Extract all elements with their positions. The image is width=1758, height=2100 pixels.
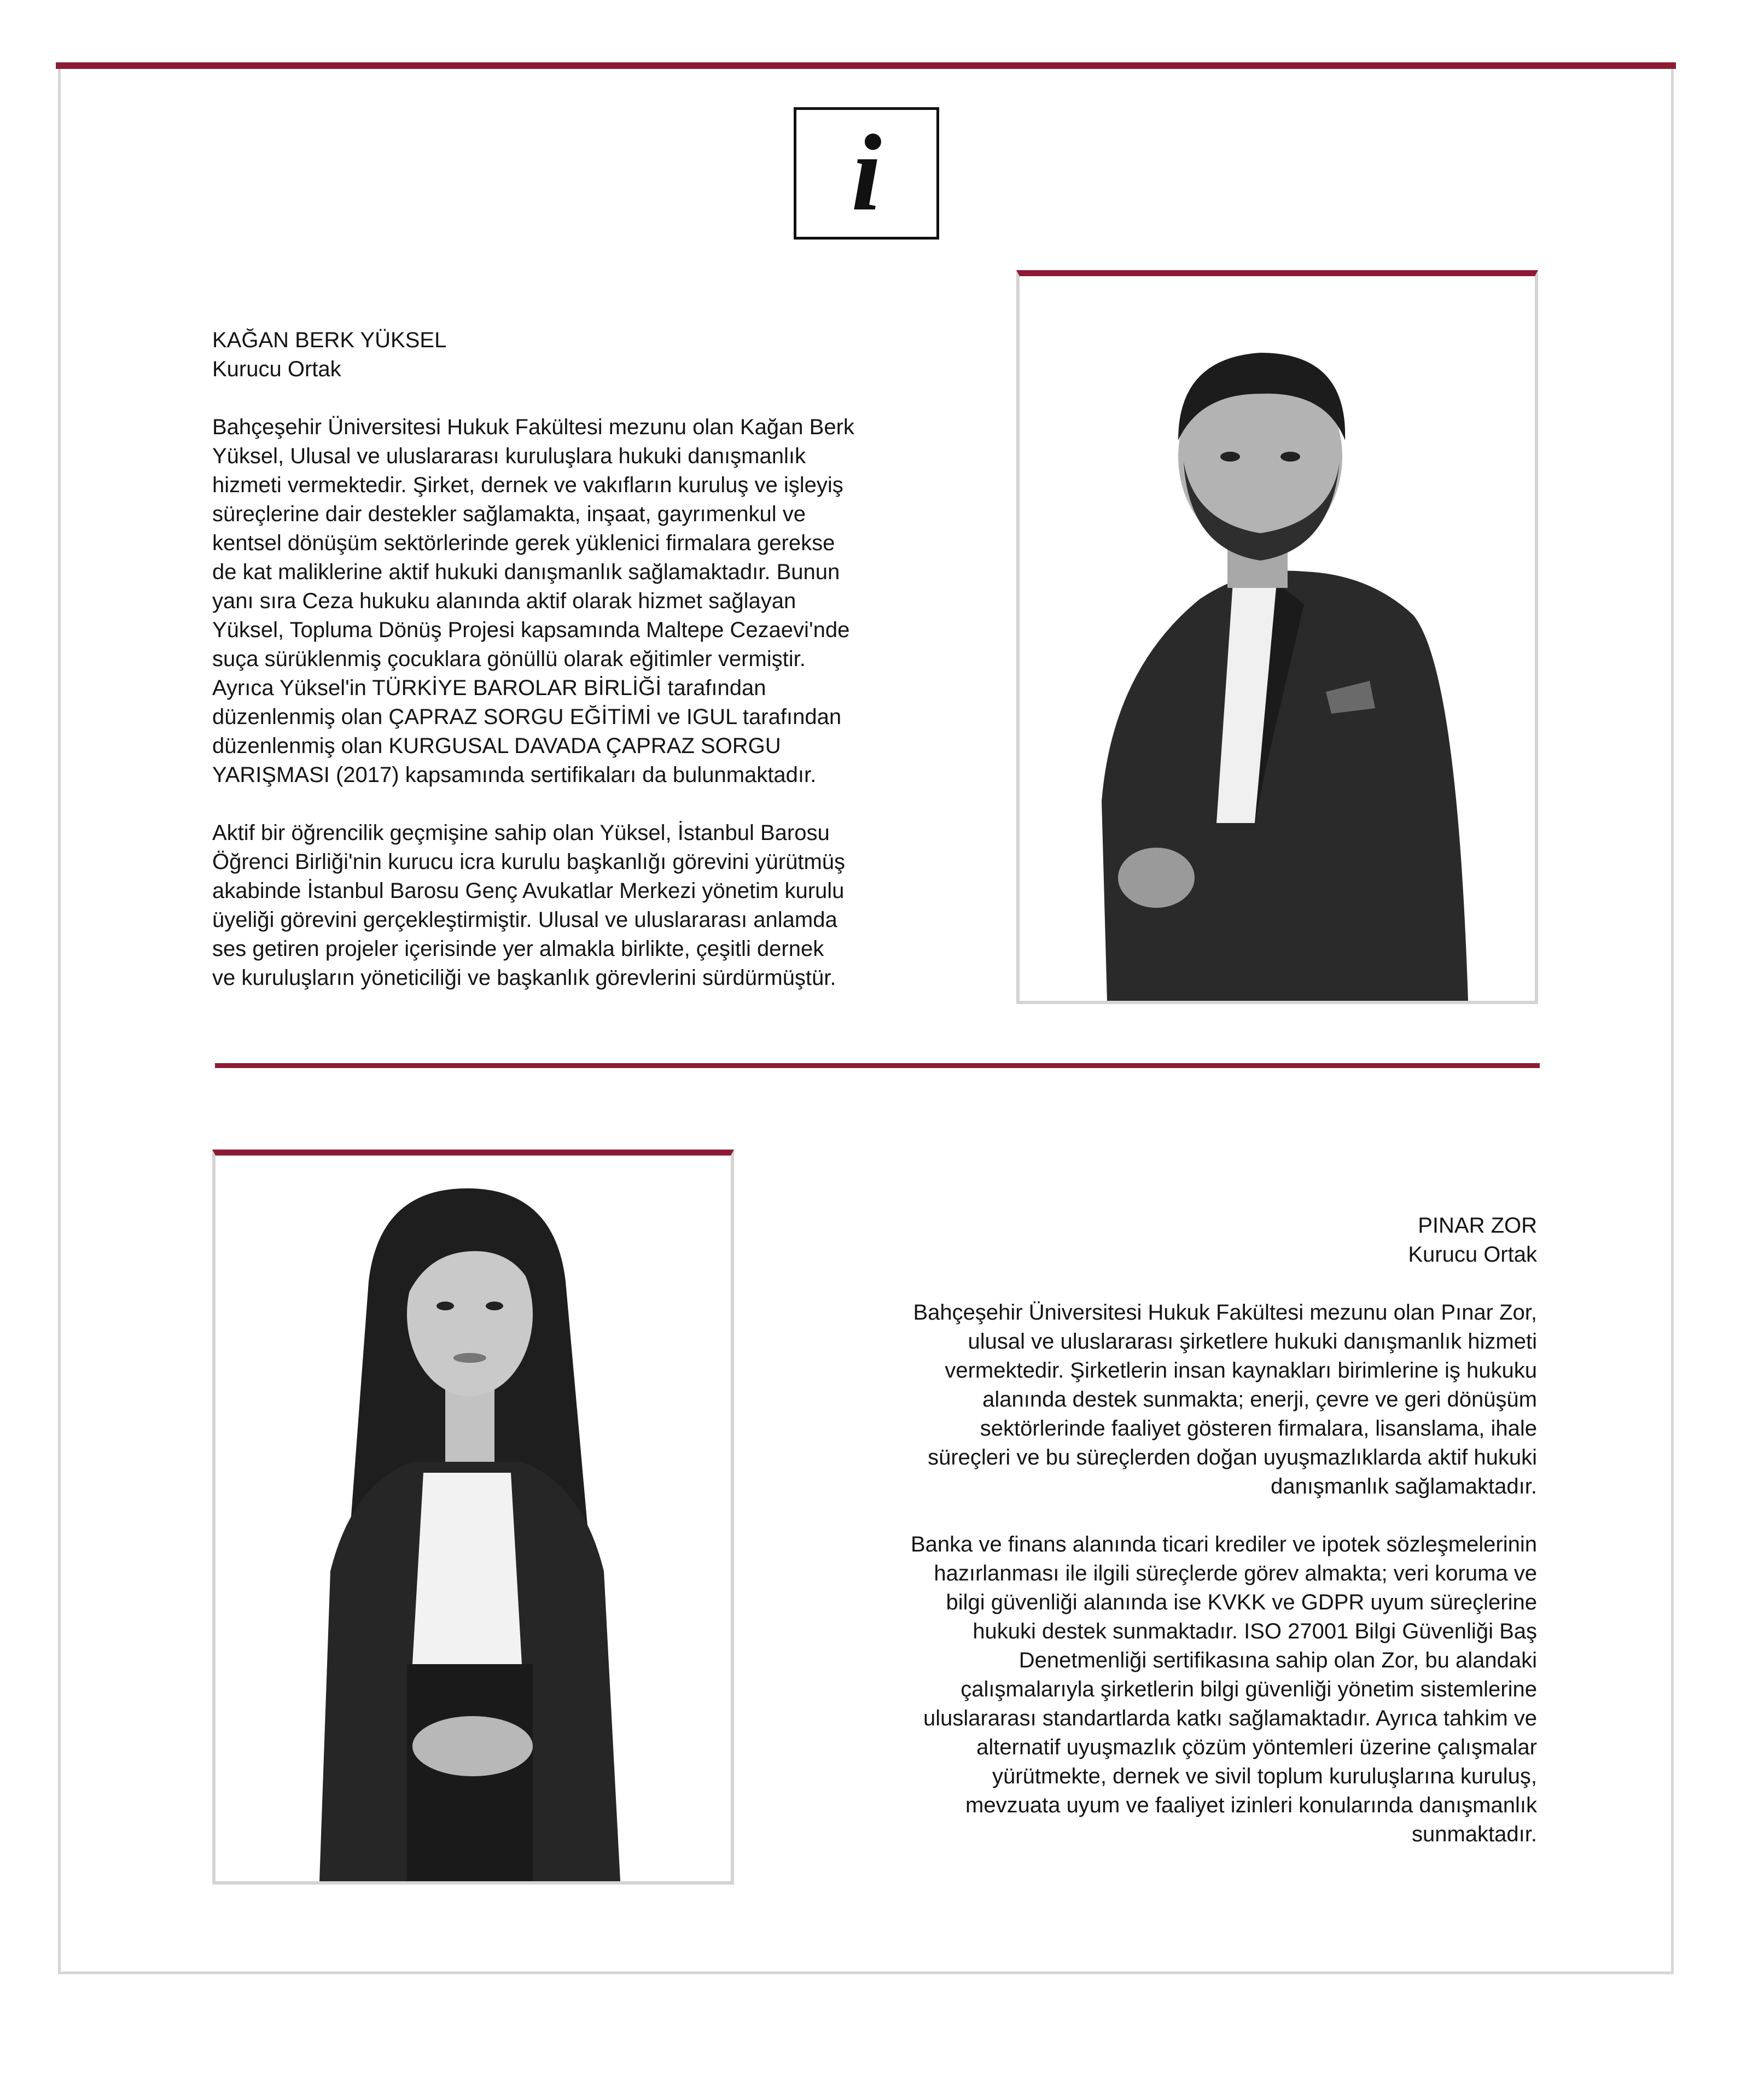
- bio-line: Bahçeşehir Üniversitesi Hukuk Fakültesi mezunu olan Pınar Zor,: [913, 1300, 1537, 1325]
- bio-line: danışmanlık sağlamaktadır.: [1271, 1474, 1537, 1498]
- bio-line: Denetmenliği sertifikasına sahip olan Zor, bu alandaki: [1018, 1648, 1537, 1672]
- portrait-woman-illustration: [216, 1156, 731, 1881]
- person-role: Kurucu Ortak: [1408, 1242, 1537, 1267]
- bio-paragraph-2: [760, 1530, 1537, 1849]
- person-name: KAĞAN BERK YÜKSEL: [212, 328, 447, 352]
- bio-line: düzenlenmiş olan KURGUSAL DAVADA ÇAPRAZ SORGU: [212, 734, 781, 758]
- bio-line: Yüksel, Ulusal ve uluslararası kuruluşlara hukuki danışmanlık: [212, 444, 806, 468]
- portrait-photo-man: [1016, 270, 1538, 1004]
- bio-line: sektörlerinde faaliyet gösteren firmalara, lisanslama, ihale: [980, 1416, 1537, 1440]
- bio-line: alternatif uyuşmazlık çözüm yöntemleri üzerine çalışmalar: [976, 1735, 1537, 1759]
- bio-line: YARIŞMASI (2017) kapsamında sertifikaları da bulunmaktadır.: [212, 763, 817, 787]
- bio-line: suça sürüklenmiş çocuklara gönüllü olarak eğitimler vermiştir.: [212, 647, 806, 671]
- bio-line: bilgi güvenliği alanında ise KVKK ve GDPR uyum süreçlerine: [946, 1590, 1537, 1614]
- bio-line: uluslararası standartlarda katkı sağlamaktadır. Ayrıca tahkim ve: [923, 1706, 1537, 1730]
- bio-line: Yüksel, Topluma Dönüş Projesi kapsamında Maltepe Cezaevi'nde: [212, 618, 850, 642]
- bio-line: kentsel dönüşüm sektörlerinde gerek yüklenici firmalara gerekse: [212, 531, 835, 555]
- bio-paragraph-1: [212, 413, 989, 790]
- bio-pinar-zor: [760, 1211, 1537, 1849]
- bio-line: hazırlanması ile ilgili süreçlerde görev almakta; veri koruma ve: [934, 1561, 1537, 1585]
- bio-line: düzenlenmiş olan ÇAPRAZ SORGU EĞİTİMİ ve IGUL tarafından: [212, 705, 842, 729]
- bio-line: süreçleri ve bu süreçlerden doğan uyuşmazlıklarda aktif hukuki: [928, 1445, 1537, 1469]
- bio-line: Aktif bir öğrencilik geçmişine sahip olan Yüksel, İstanbul Barosu: [212, 821, 830, 845]
- bio-line: Bahçeşehir Üniversitesi Hukuk Fakültesi mezunu olan Kağan Berk: [212, 415, 854, 439]
- bio-line: yürütmekte, dernek ve sivil toplum kuruluşlarına kuruluş,: [992, 1764, 1537, 1788]
- bio-line: ulusal ve uluslararası şirketlere hukuki danışmanlık hizmeti: [968, 1329, 1537, 1354]
- bio-line: mevzuata uyum ve faaliyet izinleri konularında danışmanlık: [965, 1793, 1537, 1817]
- bio-line: akabinde İstanbul Barosu Genç Avukatlar Merkezi yönetim kurulu: [212, 879, 845, 903]
- bio-line: alanında destek sunmakta; enerji, çevre ve geri dönüşüm: [982, 1387, 1537, 1411]
- bio-line: sunmaktadır.: [1411, 1822, 1537, 1846]
- person-role: Kurucu Ortak: [212, 357, 341, 381]
- info-glyph: i: [851, 113, 882, 234]
- bio-line: hizmeti vermektedir. Şirket, dernek ve vakıfların kuruluş ve işleyiş: [212, 473, 843, 497]
- bio-line: ve kuruluşların yöneticiliği ve başkanlık görevlerini sürdürmüştür.: [212, 966, 836, 990]
- bio-line: de kat maliklerine aktif hukuki danışmanlık sağlamaktadır. Bunun: [212, 560, 840, 584]
- bio-line: çalışmalarıyla şirketlerin bilgi güvenliği yönetim sistemlerine: [961, 1677, 1537, 1701]
- bio-paragraph-2: [212, 819, 989, 993]
- bio-line: süreçlerine dair destekler sağlamakta, inşaat, gayrımenkul ve: [212, 502, 806, 526]
- bio-line: ses getiren projeler içerisinde yer almakla birlikte, çeşitli dernek: [212, 937, 824, 961]
- bio-line: vermektedir. Şirketlerin insan kaynakları birimlerine iş hukuku: [945, 1358, 1537, 1382]
- bio-line: üyeliği görevini gerçekleştirmiştir. Ulusal ve uluslararası anlamda: [212, 908, 837, 932]
- portrait-man-illustration: [1020, 276, 1535, 1001]
- bio-kagan-berk-yuksel: [212, 326, 989, 993]
- bio-line: hukuki destek sunmaktadır. ISO 27001 Bilgi Güvenliği Baş: [973, 1619, 1537, 1643]
- person-name: PINAR ZOR: [1418, 1214, 1537, 1238]
- portrait-photo-woman: [212, 1150, 734, 1885]
- info-icon: [794, 107, 939, 240]
- bio-line: Banka ve finans alanında ticari krediler ve ipotek sözleşmelerinin: [910, 1532, 1537, 1556]
- bio-line: Ayrıca Yüksel'in TÜRKİYE BAROLAR BİRLİĞİ tarafından: [212, 676, 766, 700]
- bio-line: Öğrenci Birliği'nin kurucu icra kurulu başkanlığı görevini yürütmüş: [212, 850, 846, 874]
- bio-paragraph-1: [760, 1298, 1537, 1501]
- frame-top-accent: [56, 62, 1676, 69]
- section-divider: [215, 1063, 1540, 1068]
- bio-line: yanı sıra Ceza hukuku alanında aktif olarak hizmet sağlayan: [212, 589, 796, 613]
